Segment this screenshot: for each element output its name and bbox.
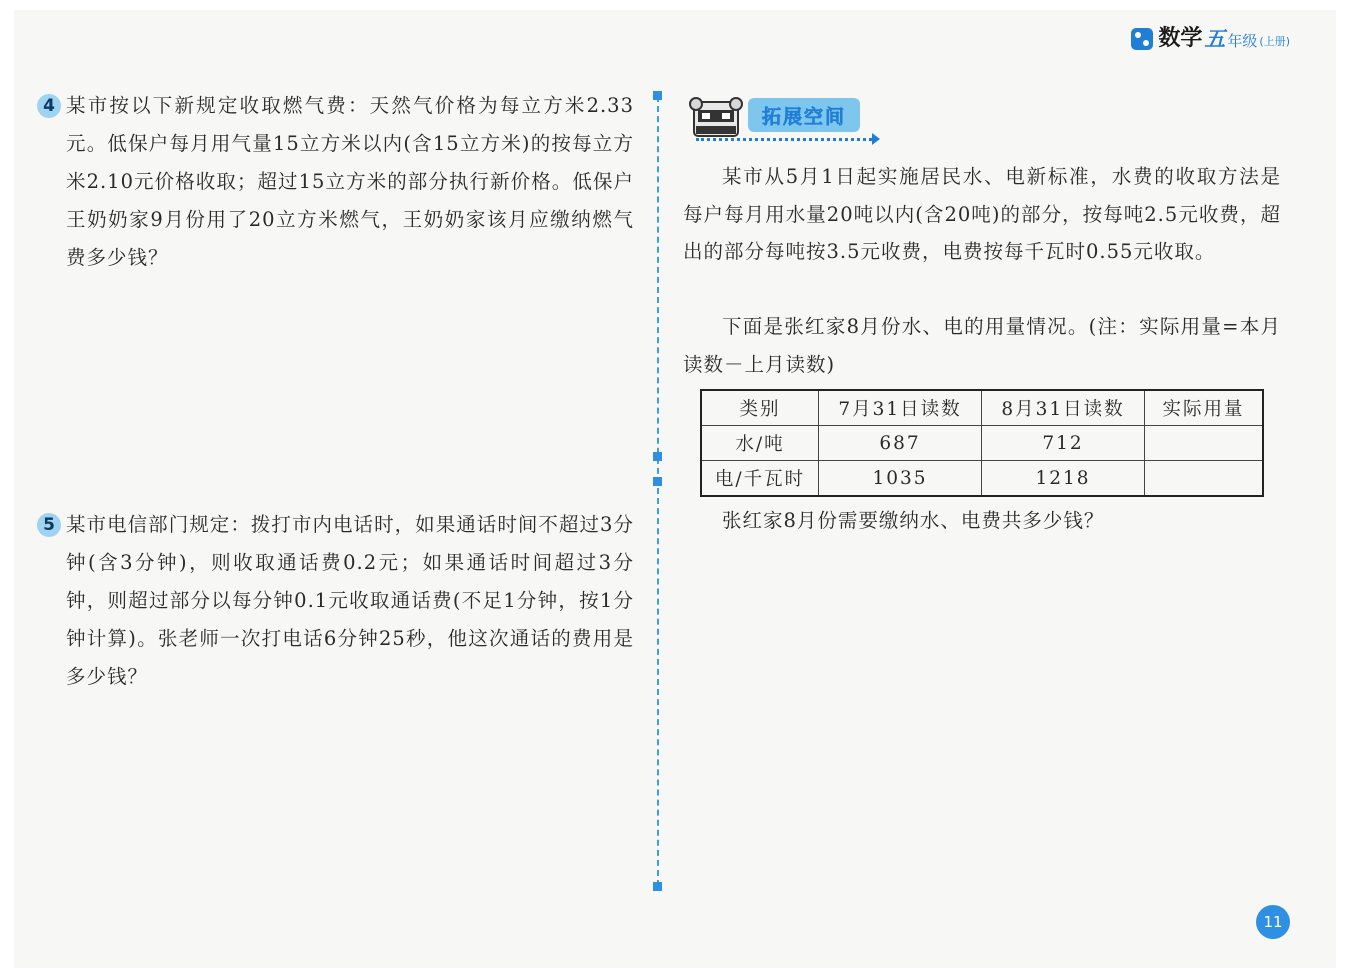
extension-paragraph-2: 下面是张红家8月份水、电的用量情况。(注：实际用量=本月读数－上月读数) xyxy=(683,315,1281,376)
extension-header xyxy=(688,90,888,150)
table-cell: 水/吨 xyxy=(701,426,819,461)
brand-grade: 年级 xyxy=(1227,32,1258,50)
table-row xyxy=(701,426,1263,461)
arrow-right-icon xyxy=(872,133,880,145)
question-5-text: 某市电信部门规定：拨打市内电话时，如果通话时间不超过3分钟(含3分钟)，则收取通话费0.2元；如果通话时间超过3分钟，则超过部分以每分钟0.1元收取通话费(不足1分钟，按1分钟计算)。张老师一次打电话6分钟25秒，他这次通话的费用是多少钱？ xyxy=(66,513,634,688)
table-header-cell: 类别 xyxy=(701,390,819,426)
table-header-cell: 7月31日读数 xyxy=(819,390,982,426)
table-header-row xyxy=(701,390,1263,426)
question-4-text: 某市按以下新规定收取燃气费：天然气价格为每立方米2.33元。低保户每月用气量15立方米以内(含15立方米)的按每立方米2.10元价格收取；超过15立方米的部分执行新价格。低保户王奶奶家9月份用了20立方米燃气，王奶奶家该月应缴纳燃气费多少钱？ xyxy=(66,94,634,269)
divider-marker xyxy=(653,882,662,891)
extension-question: 张红家8月份需要缴纳水、电费共多少钱？ xyxy=(722,509,1105,532)
question-number-badge: 4 xyxy=(37,94,61,118)
page-number-badge: 11 xyxy=(1256,905,1290,939)
table-row xyxy=(701,461,1263,497)
usage-table xyxy=(700,389,1264,497)
brand-grade-number: 五 xyxy=(1204,27,1226,51)
question-number-badge: 5 xyxy=(37,513,61,537)
extension-title: 拓展空间 xyxy=(761,105,846,128)
brand-volume: (上册) xyxy=(1259,35,1290,48)
table-cell: 1218 xyxy=(982,461,1145,497)
dotted-underline xyxy=(696,138,872,141)
brand-logo-icon xyxy=(1131,28,1153,50)
divider-marker xyxy=(653,91,662,100)
brand-subject: 数学 xyxy=(1158,26,1203,51)
divider-marker xyxy=(653,452,662,461)
column-divider xyxy=(657,96,659,886)
extension-paragraph-1: 某市从5月1日起实施居民水、电新标准，水费的收取方法是每户每月用水量20吨以内(含20吨)的部分，按每吨2.5元收费，超出的部分每吨按3.5元收费，电费按每千瓦时0.55元收取。 xyxy=(683,165,1281,263)
table-cell: 687 xyxy=(819,426,982,461)
divider-marker xyxy=(653,477,662,486)
table-cell: 电/千瓦时 xyxy=(701,461,819,497)
table-header-cell: 实际用量 xyxy=(1145,390,1264,426)
table-cell: 1035 xyxy=(819,461,982,497)
table-header-cell: 8月31日读数 xyxy=(982,390,1145,426)
table-cell: 712 xyxy=(982,426,1145,461)
header-brand xyxy=(1131,28,1290,50)
table-cell xyxy=(1145,461,1264,497)
table-cell xyxy=(1145,426,1264,461)
robot-mascot-icon xyxy=(688,96,744,140)
extension-title-box xyxy=(748,98,860,132)
